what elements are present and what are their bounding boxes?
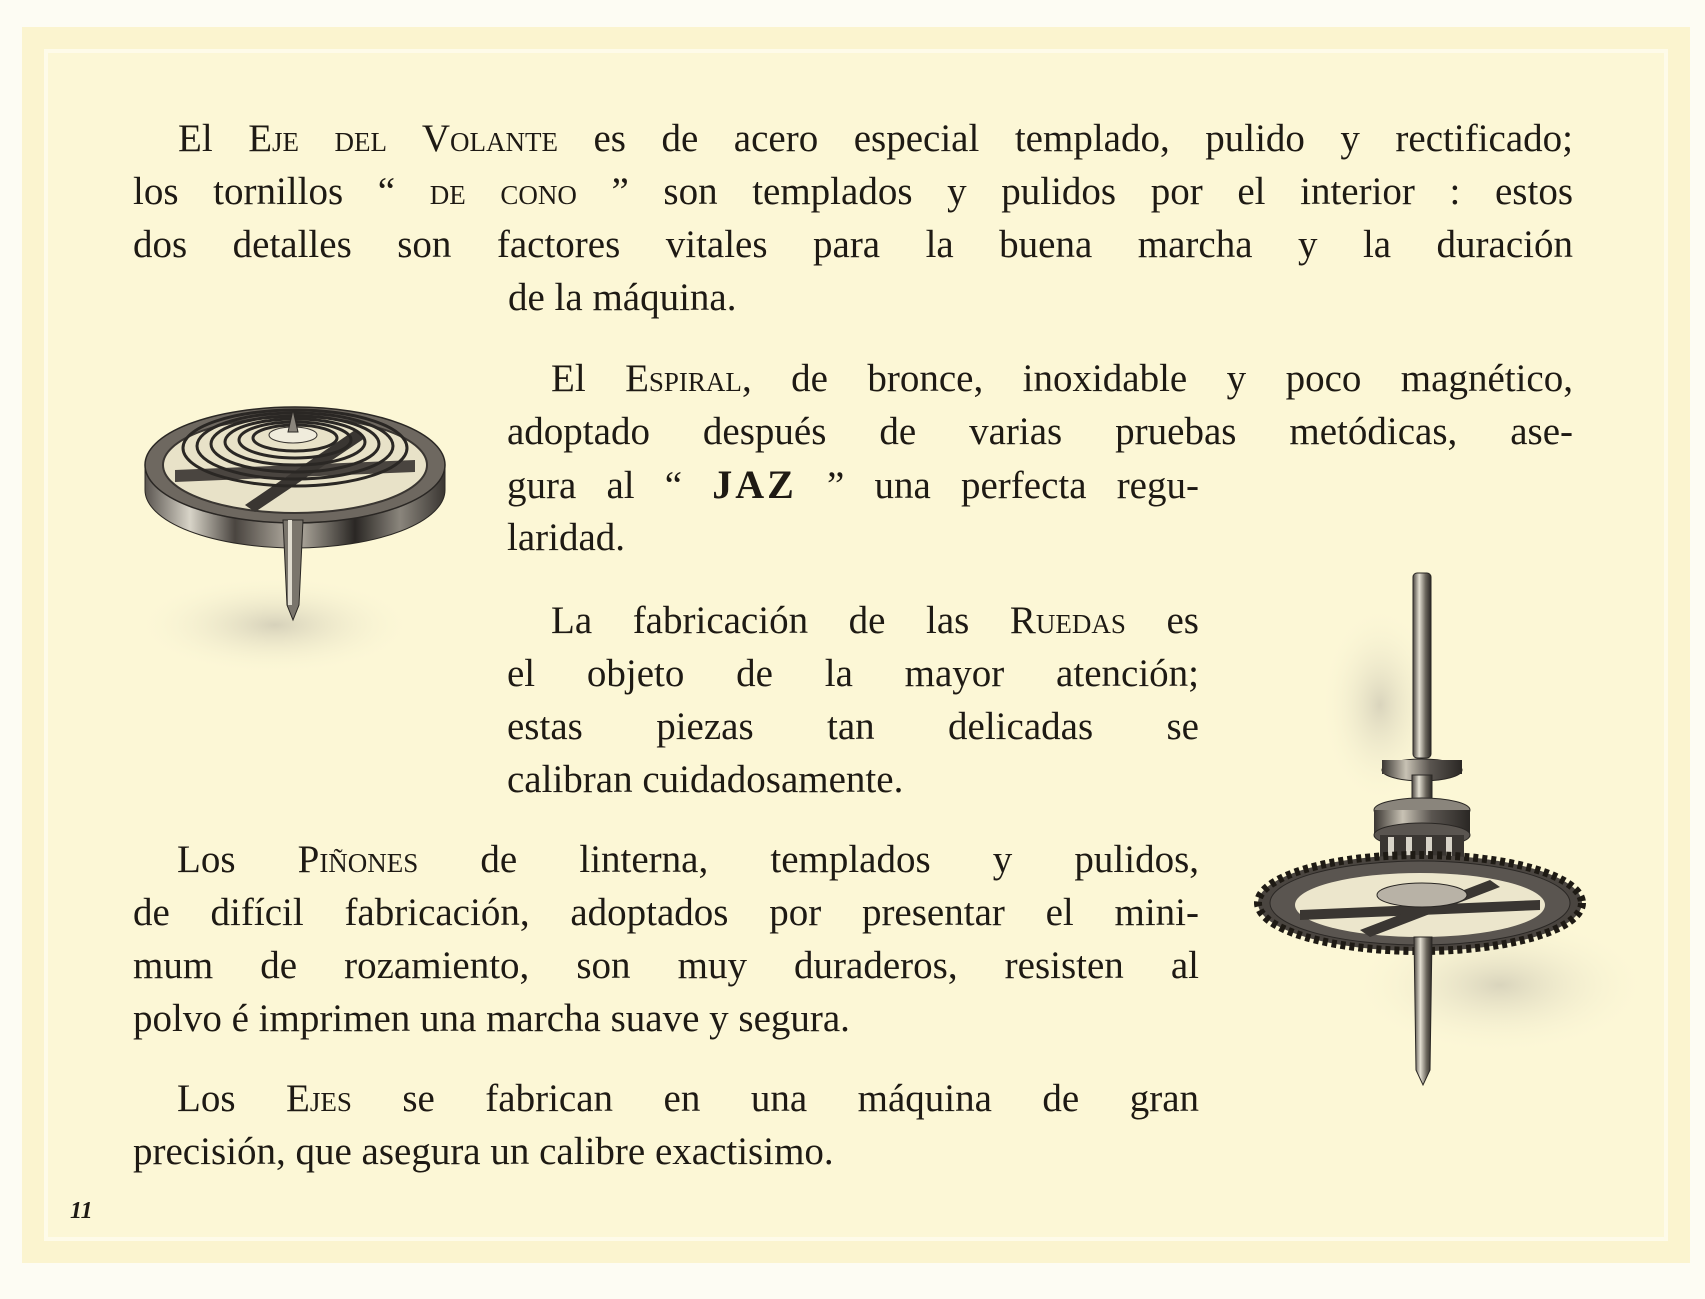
small-caps-term: Espiral xyxy=(625,357,742,400)
text-line: de la máquina. xyxy=(508,276,737,319)
text-line: mum de rozamiento, son muy duraderos, resisten al xyxy=(133,944,1199,987)
text-line: de difícil fabricación, adoptados por presentar el mini- xyxy=(133,891,1199,934)
small-caps-term: Ejes xyxy=(286,1077,352,1120)
text-line: laridad. xyxy=(507,516,626,559)
paragraph-espiral xyxy=(507,352,1573,564)
text-line: estas piezas tan delicadas se xyxy=(507,705,1199,748)
brand-name-jaz: JAZ xyxy=(712,462,797,507)
small-caps-term: Piñones xyxy=(297,838,419,881)
small-caps-term: Eje del Volante xyxy=(248,117,558,160)
page-number: 11 xyxy=(70,1198,93,1224)
text-line: Los Ejes se fabrican en una máquina de gran xyxy=(177,1077,1200,1120)
text-line: El Espiral, de bronce, inoxidable y poco magnético, xyxy=(551,357,1573,400)
text-line: gura al “ JAZ ” una perfecta regu- xyxy=(507,462,1199,507)
paragraph-ruedas xyxy=(507,594,1199,806)
paragraph-pinones xyxy=(133,833,1199,1045)
text-line: calibran cuidadosamente. xyxy=(507,758,904,801)
text-line: La fabricación de las Ruedas es xyxy=(551,599,1199,642)
text-line: polvo é imprimen una marcha suave y segura. xyxy=(133,997,850,1040)
text-line: dos detalles son factores vitales para la buena marcha y la duración xyxy=(133,223,1573,266)
text-line: Los Piñones de linterna, templados y pulidos, xyxy=(177,838,1200,881)
text-line: precisión, que asegura un calibre exactisimo. xyxy=(133,1130,834,1173)
small-caps-term: de cono xyxy=(429,170,577,213)
gear-wheel-illustration xyxy=(1250,565,1650,1125)
paragraph-eje-volante xyxy=(133,112,1573,324)
text-line: el objeto de la mayor atención; xyxy=(507,652,1199,695)
paragraph-ejes xyxy=(133,1072,1199,1178)
text-line: los tornillos “ de cono ” son templados y pulidos por el interior : estos xyxy=(133,170,1573,213)
text-line: El Eje del Volante es de acero especial templado, pulido y rectificado; xyxy=(178,117,1573,160)
text-line: adoptado después de varias pruebas metódicas, ase- xyxy=(507,410,1573,453)
balance-wheel-illustration xyxy=(125,370,475,690)
small-caps-term: Ruedas xyxy=(1009,599,1126,642)
